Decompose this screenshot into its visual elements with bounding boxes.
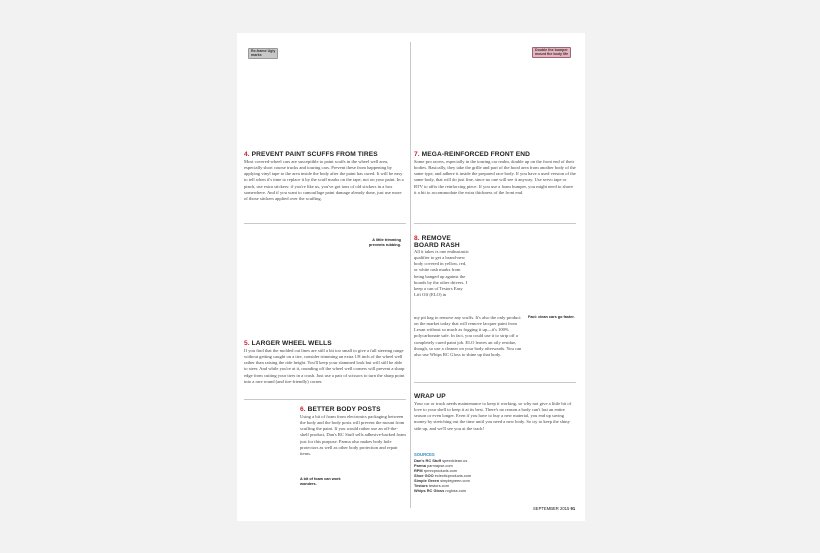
section-5-body: If you find that the molded cut lines are still a bit too small to give a full steering range without getting caught on a tire, consider trimming an extra 1/8 inch of the wheel well rather than raising the ride height. You'll keep your slammed look but will still be able to steer. And while you're at it, rounding off the wheel well corners will prevent a sharp edge from cutting your tires in a crash. Just use a pair of scissors to turn the sharp point into a rare round (and tire-friendly) corner. [244, 348, 405, 384]
section-8-rule [414, 382, 576, 383]
source-name: Simple Green [414, 478, 440, 483]
sources-title: SOURCES [414, 452, 435, 457]
source-url: eclecticproducts.com [434, 473, 472, 478]
footer-month: SEPTEMBER 2015 [533, 506, 570, 511]
section-8-body-wide: my pit bag to remove any scuffs. It's also the only product on the market today that will remove lacquer paint from Lexan without so much as fogging it up—it's 100% polycarbonate safe. In fact, you could use it to strip off a completely cured paint job. ELO leaves an oily residue, though, so use a cleaner on your body afterwards. You can also use Whips RC Gloss to shine up that body. [414, 315, 522, 357]
section-5-number: 5. [244, 340, 250, 347]
page-footer [533, 506, 575, 511]
source-name: Testors [414, 483, 428, 488]
section-8-title-line1: REMOVE [421, 235, 451, 242]
source-name: Shoe GOO [414, 473, 434, 478]
section-6-title: BETTER BODY POSTS [307, 406, 381, 413]
section-4-title: PREVENT PAINT SCUFFS FROM TIRES [251, 151, 378, 158]
section-8-body-narrow: All it takes is one enthusiastic qualifier to get a brand-new body covered in yellow, red, or white rash marks from being banged up against the boards by the other drivers. I keep a can of Testors Easy Lift Off (ELO) in [414, 249, 469, 298]
source-url: testors.com [428, 483, 449, 488]
source-url: rcgloss.com [445, 488, 467, 493]
section-5-rule [244, 399, 406, 400]
section-6-body: Using a bit of foam from electronics packaging between the body and the body posts will prevent the mount from scuffing the paint. If you would rather use an off-the-shelf product, Dan's RC Stuff sells adhesive-backed foam just for this purpose. Parma also makes body hole protectors as well as other body protection and repair items. [300, 414, 406, 456]
photo-tag-right: Double the bumper mount the body life [532, 47, 571, 58]
source-url: parmapse.com [427, 463, 453, 468]
section-5-heading [244, 340, 332, 347]
section-7-body: Some pro racers, especially in the touring car realm, double up on the front end of their bodies. Basically, they take the grille and part of the hood area from another body of the same type, and adhere it inside the prepared race body. If you have a used version of the same body, that will do just fine, since no one will see it anyway. Use servo tape or RTV to affix the reinforcing piece. If you use a foam bumper, you might need to shave it a bit to accommodate the extra thickness of the front end. [414, 159, 576, 195]
section-7-number: 7. [414, 151, 420, 158]
caption-foam: A bit of foam can work wonders. [300, 477, 341, 486]
caption-clean: Fact: clean cars go faster. [528, 315, 575, 319]
source-name: Whips RC Gloss [414, 488, 445, 493]
section-8-heading [414, 235, 460, 249]
section-4-heading [244, 151, 378, 158]
source-url: speedclean.us [442, 458, 468, 463]
section-7-heading [414, 151, 530, 158]
section-7-rule [414, 223, 576, 224]
caption-trimming: A little trimming prevents rubbing. [368, 238, 401, 247]
column-divider [410, 42, 411, 508]
section-8-number: 8. [414, 235, 420, 242]
section-4-body: Most covered-wheel cars are susceptible to paint scuffs in the wheel well area, especially short course trucks and touring cars. Prevent these from happening by applying vinyl tape to the area inside the body after the paint has cured. It will be easy to tell when it's time to replace it by the scuff marks on the tape, not on your paint. In a pinch, use extra stickers: if you're like us, you've got tons of old stickers in a box somewhere. And if you want to camouflage paint damage already done, just use more of those stickers applied over the scuffing. [244, 159, 404, 201]
section-6-number: 6. [300, 406, 306, 413]
section-4-rule [244, 223, 406, 224]
source-name: Parma [414, 463, 426, 468]
section-4-number: 4. [244, 151, 250, 158]
photo-tag-left: Re-frame Ugly marks [248, 48, 278, 59]
source-item [414, 488, 466, 493]
section-8-title-line2: BOARD RASH [414, 242, 460, 249]
page-number: 91 [570, 506, 576, 511]
section-5-title: LARGER WHEEL WELLS [251, 340, 332, 347]
source-name: Dan's RC Stuff [414, 458, 442, 463]
section-7-title: MEGA-REINFORCED FRONT END [421, 151, 531, 158]
magazine-page [237, 33, 585, 521]
source-url: rpmrcproducts.com [423, 468, 458, 473]
wrap-up-body: Your car or truck needs maintenance to keep it working, so why not give a little bit of love to your shell to keep it at its best. There's no reason a body can't last an entire season or even longer. Even if you have to buy a new material, you end up saving money by stretching out the time until you need a new body. So try to keep the shiny side up, and we'll see you at the track! [414, 401, 572, 431]
wrap-up-heading: WRAP UP [414, 393, 446, 400]
source-name: RPM [414, 468, 423, 473]
source-url: simplegreen.com [440, 478, 470, 483]
section-6-heading [300, 406, 381, 413]
